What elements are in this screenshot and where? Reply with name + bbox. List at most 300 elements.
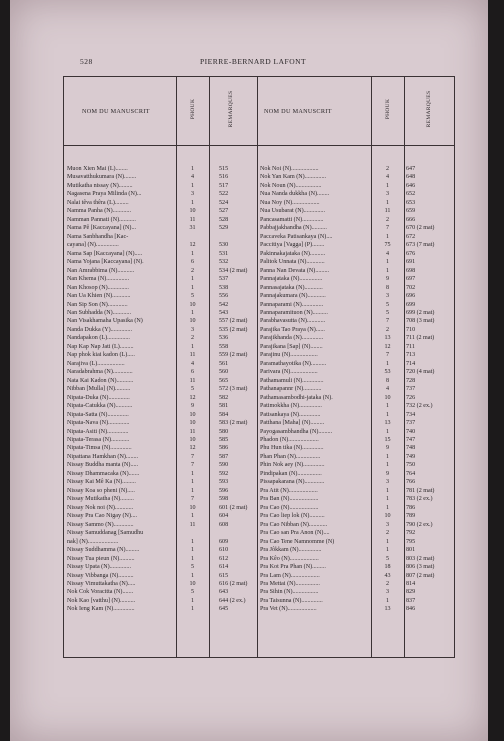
manuscript-name: Nama Yojana [Kaccayana] (N). xyxy=(67,259,144,266)
phouk-count: 10 xyxy=(384,394,391,401)
table-row xyxy=(67,597,254,605)
manuscript-name: Nanda Dukka (Y).............. xyxy=(67,326,132,333)
manuscript-name: Pra Cao san Pra Anon (N).... xyxy=(260,530,330,537)
manuscript-name: Panna Nan Devata (N)......... xyxy=(260,267,330,274)
table-row xyxy=(67,453,254,461)
manuscript-name: Pissapakarana (N)............. xyxy=(260,479,325,486)
remarque: 749 xyxy=(406,453,416,460)
manuscript-name: Pathanapannr (N)............ xyxy=(260,386,322,393)
phouk-count: 1 xyxy=(190,538,195,545)
remarque: 556 xyxy=(219,293,229,300)
phouk-count: 1 xyxy=(190,547,195,554)
remarque: 529 xyxy=(219,225,229,232)
remarque: 781 (2 mat) xyxy=(406,487,435,494)
phouk-count: 1 xyxy=(385,259,390,266)
table-row xyxy=(260,546,452,554)
manuscript-name: Patthana [Maha] (N)......... xyxy=(260,420,325,427)
remarque: 643 xyxy=(219,589,229,596)
manuscript-name: Pra Cao (N)................... xyxy=(260,504,319,511)
running-title: PIERRE-BERNARD LAFONT xyxy=(200,57,307,66)
remarque: 696 xyxy=(406,293,416,300)
manuscript-name: Nipata-Duka (N).............. xyxy=(67,394,130,401)
table-row xyxy=(67,199,254,207)
table-row xyxy=(67,224,254,232)
table-row xyxy=(67,385,254,393)
table-row xyxy=(260,563,452,571)
manuscript-name: Mutikatha nissay (N)......... xyxy=(67,182,133,189)
manuscript-name: Pannajakumara (N)............ xyxy=(260,293,326,300)
left-column-list xyxy=(67,165,254,614)
phouk-count: 12 xyxy=(189,394,196,401)
manuscript-name: Narajiva (L).................. xyxy=(67,360,125,367)
remarque: 783 (2 ex.) xyxy=(406,496,433,503)
remarque: 596 xyxy=(219,487,229,494)
remarque: 792 xyxy=(406,530,416,537)
phouk-count: 7 xyxy=(190,462,195,469)
manuscript-name: Nap phok kiai kadon (L)..... xyxy=(67,352,135,359)
phouk-count: 3 xyxy=(190,326,195,333)
remarque: 538 xyxy=(219,284,229,291)
manuscript-name: Nok Kao [vatthu] (N).......... xyxy=(67,597,136,604)
manuscript-name: Pra Lam (N)................... xyxy=(260,572,320,579)
remarque: 647 xyxy=(406,166,416,172)
table-row xyxy=(260,588,452,596)
phouk-count: 7 xyxy=(385,352,390,359)
phouk-count: 1 xyxy=(385,403,390,410)
table-row xyxy=(260,377,452,385)
table-row xyxy=(67,470,254,478)
remarque: 517 xyxy=(219,182,229,189)
manuscript-name: Nipata-Catukka (N)........... xyxy=(67,403,133,410)
manuscript-name: Pannaparamituon (N).......... xyxy=(260,309,328,316)
phouk-count: 1 xyxy=(385,428,390,435)
phouk-count: 10 xyxy=(189,411,196,418)
phouk-count: 15 xyxy=(384,437,391,443)
table-row xyxy=(67,275,254,283)
manuscript-name: Pra Jôkkam (N)............... xyxy=(260,547,322,554)
table-row xyxy=(67,207,254,215)
manuscript-name: Nan Amrabbima (N)........... xyxy=(67,267,135,274)
table-row xyxy=(260,182,452,190)
manuscript-name: Pra Vet (N)................... xyxy=(260,606,317,613)
table-row xyxy=(260,216,452,224)
table-row xyxy=(260,309,452,317)
table-row xyxy=(67,461,254,469)
remarque: 790 (2 ex.) xyxy=(406,521,433,528)
phouk-count: 1 xyxy=(190,572,195,579)
remarque: 786 xyxy=(406,504,416,511)
manuscript-name: Pra Taisunna (N).............. xyxy=(260,597,323,604)
phouk-count: 1 xyxy=(385,597,390,604)
manuscript-name: Pannajataka (N)............... xyxy=(260,276,323,283)
remarque: 740 xyxy=(406,428,416,435)
manuscript-name: Nissay Suddhamma (N)......... xyxy=(67,547,140,554)
table-row xyxy=(67,241,254,249)
table-row xyxy=(260,190,452,198)
table-row xyxy=(67,377,254,385)
remarque: 593 xyxy=(219,479,229,486)
phouk-count: 6 xyxy=(190,259,195,266)
table-row xyxy=(260,605,452,613)
table-row xyxy=(260,394,452,402)
table-row xyxy=(67,538,254,546)
table-row xyxy=(260,275,452,283)
column-header-phouk: PHOUK xyxy=(190,98,196,120)
phouk-count: 9 xyxy=(385,470,390,477)
remarque: 645 xyxy=(219,606,229,613)
remarque: 527 xyxy=(219,208,229,215)
phouk-count: 10 xyxy=(189,420,196,427)
manuscript-name: Nan Khema (N)............... xyxy=(67,276,130,283)
table-row xyxy=(260,199,452,207)
manuscript-name: Nua Noy (N).................. xyxy=(260,199,320,206)
table-row xyxy=(67,165,254,173)
phouk-count: 1 xyxy=(190,487,195,494)
manuscript-name: Nissay Vibbanga (N).......... xyxy=(67,572,134,579)
phouk-count: 1 xyxy=(190,166,195,172)
table-row xyxy=(260,267,452,275)
phouk-count: 1 xyxy=(190,199,195,206)
table-row xyxy=(67,360,254,368)
remarque: 737 xyxy=(406,386,416,393)
table-row xyxy=(67,309,254,317)
manuscript-name: Phin Nok aey (N).............. xyxy=(260,462,325,469)
remarque: 697 xyxy=(406,276,416,283)
manuscript-name: Pancasamatti (N).............. xyxy=(260,216,324,223)
phouk-count: 11 xyxy=(189,521,196,528)
manuscript-name: Musavatthukumara (N)........ xyxy=(67,174,137,181)
manuscript-name: Nipata-Timsa (N).............. xyxy=(67,445,132,452)
manuscript-name: Naradabrahma (N)............. xyxy=(67,369,133,376)
phouk-count: 53 xyxy=(384,369,391,376)
phouk-count: 5 xyxy=(190,564,195,571)
manuscript-name: Pabbajjakhandha (N).......... xyxy=(260,225,327,232)
table-row xyxy=(67,317,254,325)
manuscript-name: Nissay Samuddanag [Samudhu xyxy=(67,530,144,537)
phouk-count: 2 xyxy=(385,580,390,587)
table-row xyxy=(260,521,452,529)
table-row xyxy=(260,258,452,266)
manuscript-name: Pra Sihin (N)................. xyxy=(260,589,319,596)
phouk-count: 18 xyxy=(384,564,391,571)
phouk-count: 1 xyxy=(385,360,390,367)
remarque: 609 xyxy=(219,538,229,545)
phouk-count: 1 xyxy=(190,606,195,613)
manuscript-name: Nissay Buddha manta (N)..... xyxy=(67,462,139,469)
remarque: 586 xyxy=(219,445,229,452)
remarque: 789 xyxy=(406,513,416,520)
table-row xyxy=(260,419,452,427)
remarque: 720 (4 mat) xyxy=(406,369,435,376)
manuscript-name: Pannasajataka (N)............ xyxy=(260,284,323,291)
table-row xyxy=(67,529,254,537)
manuscript-name: Pra Cao liep lok (N).......... xyxy=(260,513,325,520)
remarque: 584 xyxy=(219,411,229,418)
phouk-count: 11 xyxy=(384,208,391,215)
manuscript-name: Pakinnakajataka (N).......... xyxy=(260,250,326,257)
phouk-count: 2 xyxy=(385,326,390,333)
manuscript-name: Phadon (N).................... xyxy=(260,437,319,443)
manuscript-name: Paccaveka Patisankaya (N).... xyxy=(260,233,333,240)
phouk-count: 1 xyxy=(385,199,390,206)
table-row xyxy=(260,351,452,359)
table-row xyxy=(67,504,254,512)
remarque: 530 xyxy=(219,242,229,249)
manuscript-name: Nan Sip Son (N)............. xyxy=(67,301,128,308)
table-row xyxy=(260,428,452,436)
remarque: 531 xyxy=(219,250,229,257)
table-row xyxy=(67,334,254,342)
table-row xyxy=(67,326,254,334)
phouk-count: 10 xyxy=(189,318,196,325)
manuscript-name: Nok Noun (N)................. xyxy=(260,182,322,189)
phouk-count: 4 xyxy=(385,386,390,393)
phouk-count: 1 xyxy=(385,233,390,240)
manuscript-name: Nipattana Hamkhan (N)........ xyxy=(67,453,139,460)
phouk-count: 1 xyxy=(385,411,390,418)
phouk-count: 1 xyxy=(385,182,390,189)
remarque: 516 xyxy=(219,174,229,181)
remarque: 699 (2 mat) xyxy=(406,309,435,316)
column-header-remarques: REMARQUES xyxy=(228,90,234,128)
remarque: 580 xyxy=(219,428,229,435)
table-row xyxy=(260,487,452,495)
header-rule xyxy=(64,145,454,146)
table-row xyxy=(67,402,254,410)
manuscript-name: Nissay Sammo (N)............. xyxy=(67,521,134,528)
manuscript-name: Nissay Pra Cao Nigay (N).... xyxy=(67,513,138,520)
phouk-count: 11 xyxy=(189,352,196,359)
phouk-count: 10 xyxy=(189,208,196,215)
remarque: 601 (2 mat) xyxy=(219,504,248,511)
table-row xyxy=(260,504,452,512)
remarque: 585 xyxy=(219,437,229,443)
manuscript-name: Nok Cok Voracitta (N)....... xyxy=(67,589,134,596)
phouk-count: 4 xyxy=(385,250,390,257)
remarque: 734 xyxy=(406,411,416,418)
phouk-count: 9 xyxy=(190,403,195,410)
manuscript-name: Phu Hun tika (N).............. xyxy=(260,445,324,452)
phouk-count: 5 xyxy=(385,301,390,308)
phouk-count: 11 xyxy=(189,377,196,384)
page-header xyxy=(10,57,488,69)
remarque: 653 xyxy=(406,199,416,206)
manuscript-name: Nata Kai Kadon (N)........... xyxy=(67,377,134,384)
remarque: 766 xyxy=(406,479,416,486)
table-row xyxy=(67,250,254,258)
table-row xyxy=(260,233,452,241)
phouk-count: 2 xyxy=(190,267,195,274)
phouk-count: 1 xyxy=(385,267,390,274)
manuscript-name: Nipata-Nava (N).............. xyxy=(67,420,130,427)
table-row xyxy=(67,546,254,554)
table-row xyxy=(67,487,254,495)
remarque: 592 xyxy=(219,470,229,477)
table-row xyxy=(67,267,254,275)
table-row xyxy=(260,597,452,605)
table-row xyxy=(260,453,452,461)
table-row xyxy=(67,233,254,241)
manuscript-table xyxy=(63,76,455,658)
remarque: 699 xyxy=(406,301,416,308)
table-row xyxy=(67,572,254,580)
phouk-count: 12 xyxy=(384,343,391,350)
manuscript-name: Pindipakan (N)................ xyxy=(260,470,322,477)
remarque: 807 (2 mat) xyxy=(406,572,435,579)
manuscript-name: Nalai têva thêra (L)......... xyxy=(67,199,129,206)
phouk-count: 1 xyxy=(385,453,390,460)
manuscript-name: Pra Mettai (N)................ xyxy=(260,580,320,587)
table-row xyxy=(67,512,254,520)
phouk-count: 1 xyxy=(190,479,195,486)
phouk-count: 9 xyxy=(385,445,390,452)
table-row xyxy=(67,588,254,596)
phouk-count: 8 xyxy=(385,377,390,384)
table-row xyxy=(67,436,254,444)
remarque: 728 xyxy=(406,377,416,384)
phouk-count: 1 xyxy=(385,538,390,545)
manuscript-name: Patimokkha (N)............... xyxy=(260,403,322,410)
remarque: 829 xyxy=(406,589,416,596)
remarque: 714 xyxy=(406,360,416,367)
phouk-count: 1 xyxy=(190,250,195,257)
manuscript-name: Nan Khosop (N).............. xyxy=(67,284,129,291)
phouk-count: 1 xyxy=(190,513,195,520)
phouk-count: 7 xyxy=(190,496,195,503)
remarque: 672 xyxy=(406,233,416,240)
remarque: 837 xyxy=(406,597,416,604)
remarque: 590 xyxy=(219,462,229,469)
phouk-count: 1 xyxy=(190,182,195,189)
phouk-count: 3 xyxy=(385,589,390,596)
table-row xyxy=(260,572,452,580)
table-row xyxy=(67,555,254,563)
table-row xyxy=(260,555,452,563)
remarque: 670 (2 mat) xyxy=(406,225,435,232)
phouk-count: 10 xyxy=(189,437,196,443)
remarque: 666 xyxy=(406,216,416,223)
table-row xyxy=(67,495,254,503)
phouk-count: 1 xyxy=(190,343,195,350)
remarque: 750 xyxy=(406,462,416,469)
manuscript-name: Nissay Koa so pheni (N)..... xyxy=(67,487,135,494)
phouk-count: 1 xyxy=(385,547,390,554)
table-row xyxy=(260,343,452,351)
table-row xyxy=(260,224,452,232)
phouk-count: 2 xyxy=(385,530,390,537)
right-column-list xyxy=(260,165,452,614)
phouk-count: 2 xyxy=(385,216,390,223)
remarque: 801 xyxy=(406,547,416,554)
manuscript-name: Pannaparami (N).............. xyxy=(260,301,324,308)
remarque: 532 xyxy=(219,259,229,266)
phouk-count: 4 xyxy=(190,174,195,181)
table-row xyxy=(67,563,254,571)
remarque: 543 xyxy=(219,309,229,316)
manuscript-name: Nok Ieng Kam (N).............. xyxy=(67,606,135,613)
remarque: 737 xyxy=(406,420,416,427)
column-rule xyxy=(257,77,258,657)
remarque: 652 xyxy=(406,191,416,198)
manuscript-name: Pra Cao Nibban (N)............ xyxy=(260,521,328,528)
table-row xyxy=(67,343,254,351)
phouk-count: 4 xyxy=(385,174,390,181)
remarque: 522 xyxy=(219,191,229,198)
phouk-count: 13 xyxy=(384,420,391,427)
manuscript-name: Nissay Upata (N).............. xyxy=(67,564,131,571)
table-row xyxy=(67,258,254,266)
remarque: 806 (3 mat) xyxy=(406,564,435,571)
phouk-count: 6 xyxy=(190,369,195,376)
remarque: 644 (2 ex.) xyxy=(219,597,246,604)
manuscript-name: Nissay Kai Mê Ka (N)......... xyxy=(67,479,136,486)
manuscript-name: Pra Kêo (N)................... xyxy=(260,555,319,562)
manuscript-name: Nipata-Asiti (N).............. xyxy=(67,428,129,435)
table-row xyxy=(260,470,452,478)
remarque: 608 xyxy=(219,521,229,528)
manuscript-name: nak] (N).................... xyxy=(67,538,119,545)
table-row xyxy=(260,165,452,173)
table-row xyxy=(67,478,254,486)
remarque: 846 xyxy=(406,606,416,613)
phouk-count: 75 xyxy=(384,242,391,249)
manuscript-name: Namma Panha (N)............ xyxy=(67,208,131,215)
table-row xyxy=(67,580,254,588)
remarque: 582 xyxy=(219,394,229,401)
phouk-count: 5 xyxy=(190,589,195,596)
manuscript-name: Parajikana [Sap] (N)........ xyxy=(260,343,323,350)
manuscript-name: Nama Pê [Kaccayana] (N)... xyxy=(67,225,137,232)
table-row xyxy=(260,326,452,334)
table-row xyxy=(260,207,452,215)
phouk-count: 7 xyxy=(385,318,390,325)
table-row xyxy=(260,368,452,376)
table-row xyxy=(67,284,254,292)
manuscript-name: Nagasena Praya Milinda (N)... xyxy=(67,191,142,198)
page-number: 528 xyxy=(80,57,93,66)
table-row xyxy=(260,173,452,181)
manuscript-name: Pathamasambodhi-jataka (N). xyxy=(260,394,333,401)
remarque: 535 (2 mat) xyxy=(219,326,248,333)
remarque: 648 xyxy=(406,174,416,181)
phouk-count: 10 xyxy=(384,513,391,520)
remarque: 614 xyxy=(219,564,229,571)
phouk-count: 3 xyxy=(385,191,390,198)
remarque: 713 xyxy=(406,352,416,359)
manuscript-name: Parabhavasutta (N)............ xyxy=(260,318,326,325)
table-row xyxy=(260,512,452,520)
remarque: 610 xyxy=(219,547,229,554)
phouk-count: 9 xyxy=(385,276,390,283)
table-row xyxy=(67,173,254,181)
phouk-count: 3 xyxy=(190,191,195,198)
remarque: 711 (2 mat) xyxy=(406,335,435,342)
table-row xyxy=(67,182,254,190)
table-row xyxy=(260,250,452,258)
phouk-count: 13 xyxy=(384,335,391,342)
remarque: 534 (2 mat) xyxy=(219,267,248,274)
phouk-count: 1 xyxy=(190,470,195,477)
manuscript-name: Nok Noi (N).................. xyxy=(260,166,319,172)
table-row xyxy=(260,292,452,300)
manuscript-name: Nipata-Terasa (N)............ xyxy=(67,437,130,443)
phouk-count: 12 xyxy=(189,445,196,452)
table-row xyxy=(260,334,452,342)
phouk-count: 10 xyxy=(189,301,196,308)
manuscript-name: Nama Sanbhandha [Kac- xyxy=(67,233,129,240)
column-header-remarques: REMARQUES xyxy=(426,90,432,128)
remarque: 659 xyxy=(406,208,416,215)
